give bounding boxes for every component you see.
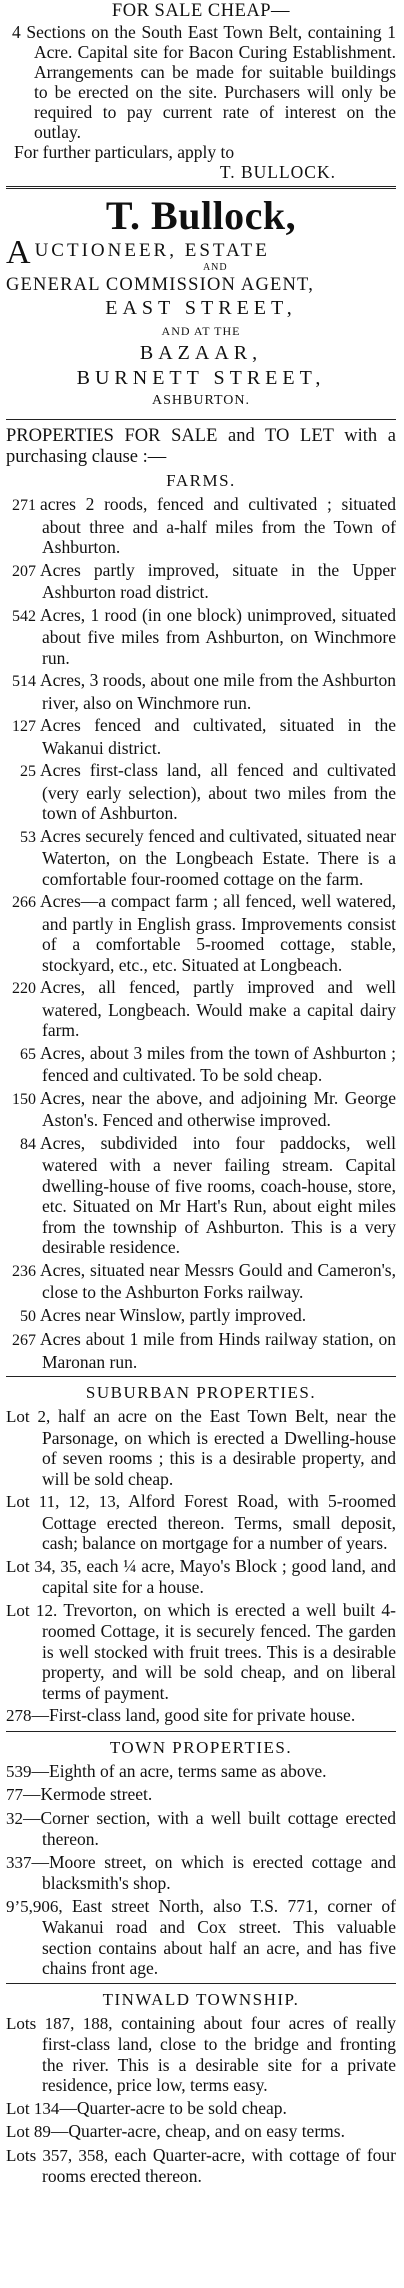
item-number: 53 <box>20 828 36 846</box>
list-item <box>6 1133 396 1258</box>
list-item <box>6 1808 396 1850</box>
item-number: 220 <box>12 980 36 997</box>
item-number: 539 <box>6 1761 32 1781</box>
item-text: Acres—a compact farm ; all fenced, well watered, and partly in English grass. Improvements consist of a comfortable 5-roomed cottage, stable, stockyard, etc., etc. Situated at Longbeach. <box>40 891 396 975</box>
list-item <box>6 2013 396 2096</box>
item-text: Acres, 3 roods, about one mile from the Ashburton river, also on Winchmore run. <box>40 670 396 713</box>
for-sale-cheap-apply: For further particulars, apply to <box>14 142 235 162</box>
item-text: Alford Forest Road, with 5-roomed Cottage erected thereon. Terms, small deposit, cash; balance on mortgage for a number of years. <box>42 1491 396 1553</box>
item-number: 150 <box>12 1090 36 1108</box>
list-item <box>6 1761 396 1783</box>
divider <box>6 419 396 420</box>
item-number: Lot 134 <box>6 2098 60 2118</box>
list-item <box>6 1305 396 1328</box>
list-item <box>6 1600 396 1704</box>
ashburton: ASHBURTON. <box>152 393 250 408</box>
list-item <box>6 494 396 558</box>
item-text: Acres about 1 mile from Hinds railway station, on Maronan run. <box>40 1329 396 1372</box>
item-number: 65 <box>20 1045 36 1063</box>
list-item <box>6 1896 396 1979</box>
item-number: 50 <box>20 1307 36 1325</box>
properties-heading: PROPERTIES FOR SALE and TO LET with a purchasing clause :— <box>6 426 396 467</box>
list-item <box>6 2098 396 2120</box>
list-item <box>6 760 396 824</box>
auctioneer-text: UCTIONEER, ESTATE <box>34 240 270 261</box>
list-item <box>6 1784 396 1806</box>
item-number: Lot 12. <box>6 1600 58 1620</box>
item-number: 337 <box>6 1852 32 1872</box>
item-number: 84 <box>20 1135 36 1153</box>
item-text: Acres, all fenced, partly improved and well watered, Longbeach. Would make a capital dairy farm. <box>40 977 396 1040</box>
for-sale-cheap-heading: FOR SALE CHEAP— <box>111 1 291 21</box>
item-number: 236 <box>12 1262 36 1280</box>
list-item <box>6 826 396 890</box>
item-number: Lots 187, 188, <box>6 2013 113 2033</box>
for-sale-cheap-signature: T. BULLOCK. <box>219 162 336 182</box>
item-number: 267 <box>12 1332 36 1349</box>
farms-list <box>6 494 396 1372</box>
list-item <box>6 1260 396 1303</box>
list-item <box>6 1852 396 1894</box>
item-text: Acres, subdivided into four paddocks, well watered with a never failing stream. Capital dwelling-house of five rooms, coach-house, store, etc. Situated on Mr Hart's Run, about eight miles from the township of Ashburton. This is a very desirable residence. <box>40 1132 396 1257</box>
list-item <box>6 1406 396 1489</box>
divider <box>6 1731 396 1732</box>
suburban-heading: SUBURBAN PROPERTIES. <box>85 1383 317 1402</box>
item-text: Acres first-class land, all fenced and cultivated (very early selection), about two miles from the town of Ashburton. <box>40 760 396 823</box>
farms-heading: FARMS. <box>166 471 236 490</box>
town-properties-list <box>6 1761 396 1979</box>
item-number: 278 <box>6 1706 32 1725</box>
divider <box>6 1376 396 1377</box>
list-item <box>6 2121 396 2143</box>
list-item <box>6 1556 396 1598</box>
item-text: containing about four acres of really first-class land, close to the bridge and fronting the river. This is a desirable site for a private residence, price low, terms easy. <box>42 2012 396 2095</box>
list-item <box>6 670 396 713</box>
east-street: EAST STREET, <box>105 297 297 319</box>
list-item <box>6 560 396 603</box>
item-text: Acres securely fenced and cultivated, situated near Waterton, on the Longbeach Estate. There is a comfortable four-roomed cottage on the farm. <box>40 825 396 889</box>
list-item <box>6 1043 396 1086</box>
list-item <box>6 2145 396 2187</box>
general-commission-agent: GENERAL COMMISSION AGENT, <box>6 275 315 295</box>
item-text: Trevorton, on which is erected a well built 4-roomed Cottage, it is securely fenced. The garden is well stocked with fruit trees. This is a desirable property, and will be sold cheap, and on liberal terms of payment. <box>42 1599 396 1703</box>
item-text: —Quarter-acre to be sold cheap. <box>59 2097 287 2118</box>
tinwald-list <box>6 2013 396 2187</box>
tinwald-heading: TINWALD TOWNSHIP. <box>102 1989 300 2009</box>
item-number: 127 <box>12 718 36 735</box>
town-properties-heading: TOWN PROPERTIES. <box>109 1737 293 1757</box>
list-item <box>6 891 396 975</box>
item-number: Lot 11, 12, 13, <box>6 1492 120 1511</box>
item-text: Acres near Winslow, partly improved. <box>40 1304 307 1325</box>
item-text: —Eighth of an acre, terms same as above. <box>31 1760 327 1781</box>
divider <box>6 186 396 189</box>
item-number: Lots 357, 358, <box>6 2145 109 2165</box>
item-text: Acres, situated near Messrs Gould and Cameron's, close to the Ashburton Forks railway. <box>40 1259 396 1302</box>
item-number: Lot 2, <box>6 1407 51 1426</box>
list-item <box>6 1088 396 1131</box>
item-text: East street North, also T.S. 771, corner of Wakanui road and Cox street. This valuable section contains about half an acre, and has five chains front age. <box>42 1895 396 1978</box>
item-text: acres 2 roods, fenced and cultivated ; situated about three and a-half miles from the Town of Ashburton. <box>40 494 396 557</box>
item-text: each Quarter-acre, with cottage of four rooms erected thereon. <box>42 2144 396 2186</box>
burnett-street: BURNETT STREET, <box>76 367 326 389</box>
list-item <box>6 977 396 1041</box>
and-at-the: AND AT THE <box>161 324 241 338</box>
item-number: 266 <box>12 894 36 911</box>
item-number: 77 <box>6 1785 23 1804</box>
suburban-list <box>6 1406 396 1727</box>
bazaar: BAZAAR, <box>139 342 263 364</box>
item-number: Lot 34, 35, <box>6 1556 82 1576</box>
item-text: —First-class land, good site for private house. <box>31 1705 356 1725</box>
auctioneer-dropcap: A <box>6 234 34 271</box>
item-number: 25 <box>20 763 36 780</box>
list-item <box>6 1329 396 1372</box>
item-number: 207 <box>12 562 36 580</box>
item-text: each ¼ acre, Mayo's Block ; good land, and capital site for a house. <box>42 1555 397 1597</box>
item-text: Acres, about 3 miles from the town of Ashburton ; fenced and cultivated. To be sold cheap. <box>40 1042 396 1085</box>
item-text: —Kermode street. <box>23 1784 153 1804</box>
and-small: AND <box>202 262 228 273</box>
for-sale-cheap-body: 4 Sections on the South East Town Belt, containing 1 Acre. Capital site for Bacon Curing Establishment. Arrangements can be made for suitable buildings to be erected on the site. Purchasers will only be required to pay current rate of interest on the outlay. <box>12 22 396 142</box>
item-number: 542 <box>12 607 36 625</box>
item-text: —Moore street, on which is erected cottage and blacksmith's shop. <box>31 1851 396 1893</box>
item-number: Lot 89 <box>6 2122 51 2141</box>
item-text: Acres partly improved, situate in the Upper Ashburton road district. <box>40 559 396 602</box>
item-number: 32 <box>6 1808 23 1828</box>
item-text: half an acre on the East Town Belt, near the Parsonage, on which is erected a Dwelling-house of seven rooms ; this is a desirable property, and will be sold cheap. <box>42 1406 397 1489</box>
firm-name: T. Bullock, <box>105 193 297 238</box>
list-item <box>6 1705 396 1727</box>
item-text: Acres, 1 rood (in one block) unimproved, situated about five miles from Ashburton, on Winchmore run. <box>40 604 396 668</box>
item-number: 9’5,906, <box>6 1896 63 1916</box>
list-item <box>6 605 396 669</box>
divider <box>6 1983 396 1984</box>
item-text: Acres, near the above, and adjoining Mr. George Aston's. Fenced and otherwise improved. <box>40 1087 396 1130</box>
list-item <box>6 1491 396 1554</box>
item-number: 271 <box>12 497 36 514</box>
item-number: 514 <box>12 673 36 690</box>
list-item <box>6 715 396 758</box>
item-text: Acres fenced and cultivated, situated in the Wakanui district. <box>40 715 396 758</box>
item-text: —Quarter-acre, cheap, and on easy terms. <box>50 2121 345 2141</box>
item-text: —Corner section, with a well built cottage erected thereon. <box>23 1807 396 1849</box>
